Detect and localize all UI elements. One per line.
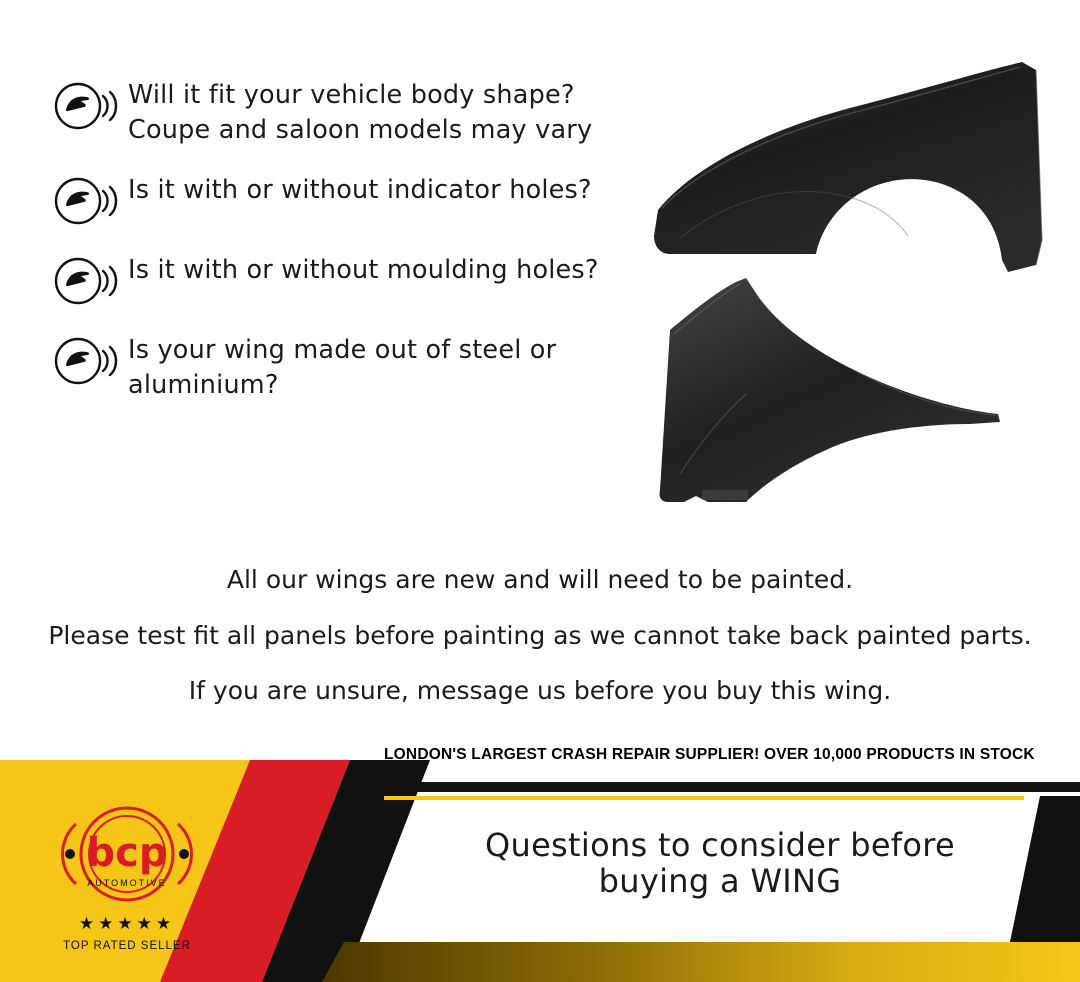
notes-block bbox=[0, 565, 1080, 706]
product-images bbox=[650, 50, 1050, 510]
banner-headline bbox=[370, 828, 1070, 900]
note-line: Please test fit all panels before painting as we cannot take back painted parts. bbox=[48, 620, 1032, 650]
car-wing-front-right-image bbox=[659, 278, 1000, 502]
note-line: All our wings are new and will need to be painted. bbox=[226, 565, 854, 594]
car-wing-speaker-icon bbox=[54, 80, 122, 132]
headline-line-1: Questions to consider before bbox=[485, 826, 955, 864]
top-rated-seller-label: TOP RATED SELLER bbox=[63, 940, 191, 952]
banner-tagline: LONDON'S LARGEST CRASH REPAIR SUPPLIER! OVER 10,000 PRODUCTS IN STOCK bbox=[384, 746, 1035, 763]
question-text: Is it with or without indicator holes? bbox=[128, 175, 592, 206]
car-wing-front-left-image bbox=[654, 62, 1042, 272]
note-line: If you are unsure, message us before you buy this wing. bbox=[188, 676, 892, 705]
logo-wordmark: bcp bbox=[86, 830, 168, 876]
list-item bbox=[54, 173, 664, 227]
list-item bbox=[54, 78, 664, 147]
star-rating-icon: ★★★★★ bbox=[78, 914, 176, 933]
list-item bbox=[54, 333, 664, 402]
car-wing-speaker-icon bbox=[54, 335, 122, 387]
car-wing-speaker-icon bbox=[54, 175, 122, 227]
questions-list bbox=[54, 78, 664, 429]
car-wing-speaker-icon bbox=[54, 255, 122, 307]
question-text: Will it fit your vehicle body shape? Coupe and saloon models may vary bbox=[128, 80, 593, 145]
headline-line-2: buying a WING bbox=[598, 861, 842, 900]
question-text: Is your wing made out of steel or aluminium? bbox=[128, 335, 557, 401]
logo-subtext: AUTOMOTIVE bbox=[87, 878, 167, 888]
brand-logo bbox=[32, 802, 222, 967]
list-item bbox=[54, 253, 664, 307]
bottom-banner bbox=[0, 746, 1080, 982]
question-text: Is it with or without moulding holes? bbox=[128, 255, 599, 286]
